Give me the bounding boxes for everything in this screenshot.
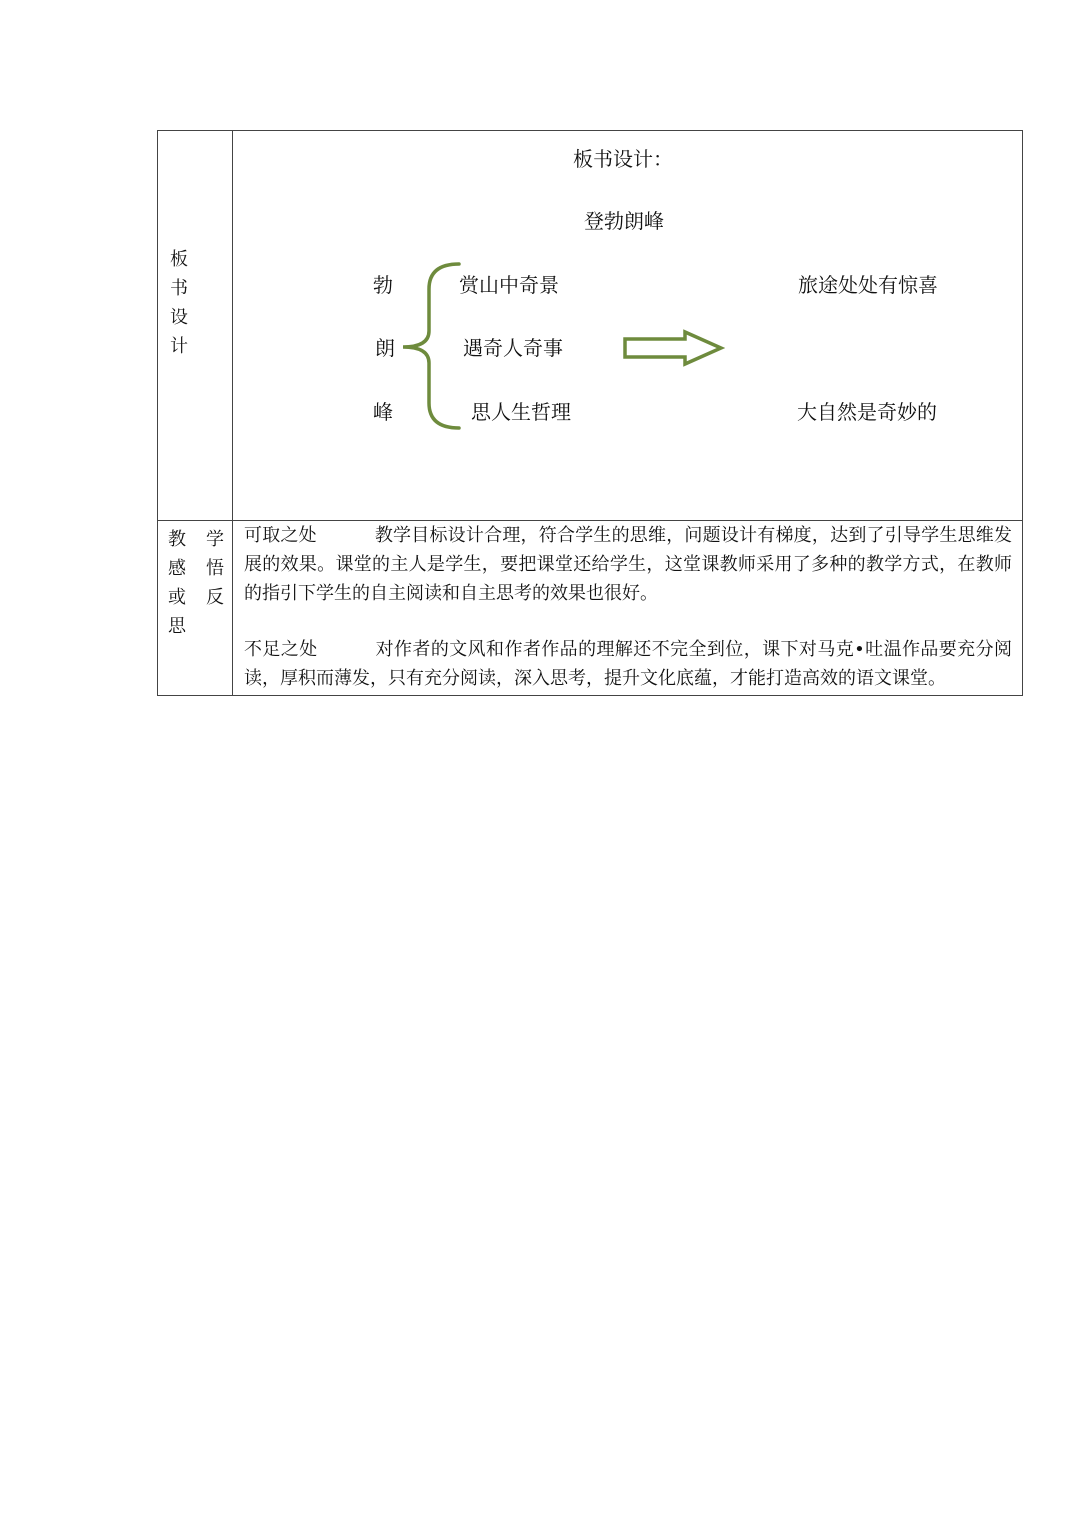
label-row bbox=[168, 554, 224, 583]
shortcoming-text: 对作者的文风和作者作品的理解还不完全到位，课下对马克•吐温作品要充分阅读，厚积而薄发，只有充分阅读，深入思考，提升文化底蕴，才能打造高效的语文课堂。 bbox=[244, 639, 1012, 689]
brace-path bbox=[403, 264, 459, 428]
label-char: 反 bbox=[206, 587, 224, 608]
board-design-label bbox=[158, 131, 190, 361]
board-diagram bbox=[233, 131, 1022, 520]
board-heading: 板书设计： bbox=[573, 147, 673, 171]
label-char: 设 bbox=[170, 307, 188, 328]
left-char-2: 朗 bbox=[375, 336, 395, 360]
curly-brace-icon bbox=[401, 261, 463, 431]
left-char-1: 勃 bbox=[373, 273, 393, 297]
lesson-table bbox=[157, 130, 1023, 696]
label-char: 教 bbox=[168, 529, 186, 550]
middle-item-1: 赏山中奇景 bbox=[459, 273, 559, 297]
label-char: 学 bbox=[206, 529, 224, 550]
merit-tag: 可取之处 bbox=[244, 525, 317, 546]
board-design-label-cell bbox=[158, 131, 233, 521]
board-design-row bbox=[158, 131, 1023, 521]
right-item-1: 旅途处处有惊喜 bbox=[798, 273, 938, 297]
shortcoming-paragraph bbox=[244, 635, 1012, 693]
label-row bbox=[168, 612, 224, 641]
label-char: 感 bbox=[168, 558, 186, 579]
merit-text: 教学目标设计合理，符合学生的思维，问题设计有梯度，达到了引导学生思维发展的效果。课堂的主人是学生，要把课堂还给学生，这堂课教师采用了多种的教学方式，在教师的指引下学生的自主阅读和自主思考的效果也很好。 bbox=[244, 525, 1012, 604]
label-char: 计 bbox=[170, 336, 188, 357]
reflection-content-cell bbox=[233, 521, 1023, 696]
label-row bbox=[168, 525, 224, 554]
label-char: 或 bbox=[168, 587, 186, 608]
label-char: 书 bbox=[170, 278, 188, 299]
middle-item-3: 思人生哲理 bbox=[471, 400, 571, 424]
reflection-label bbox=[158, 521, 232, 641]
reflection-text bbox=[233, 521, 1022, 693]
right-item-2: 大自然是奇妙的 bbox=[797, 400, 937, 424]
label-char: 思 bbox=[168, 616, 186, 637]
reflection-label-cell bbox=[158, 521, 233, 696]
arrow-shape bbox=[625, 332, 721, 364]
middle-item-2: 遇奇人奇事 bbox=[463, 336, 563, 360]
shortcoming-tag: 不足之处 bbox=[244, 639, 318, 660]
board-title: 登勃朗峰 bbox=[584, 209, 664, 233]
board-design-content-cell bbox=[233, 131, 1023, 521]
label-char: 悟 bbox=[206, 558, 224, 579]
label-char: 板 bbox=[170, 249, 188, 270]
label-row bbox=[168, 583, 224, 612]
merit-paragraph bbox=[244, 521, 1012, 608]
left-char-3: 峰 bbox=[373, 400, 393, 424]
reflection-row bbox=[158, 521, 1023, 696]
right-arrow-icon bbox=[623, 329, 725, 367]
